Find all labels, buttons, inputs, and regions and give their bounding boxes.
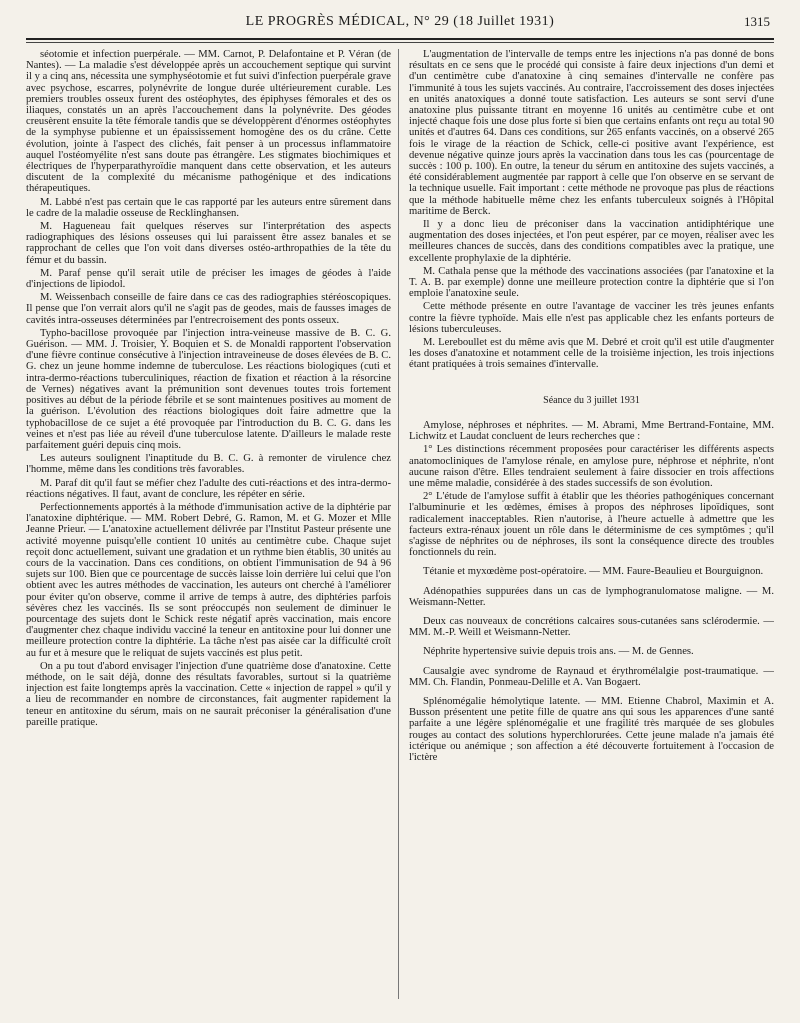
article-paragraph: Tétanie et myxœdème post-opératoire. — MM. Faure-Beaulieu et Bourguignon.	[423, 566, 764, 578]
paragraph: M. Paraf dit qu'il faut se méfier chez l'adulte des cuti-réactions et des intra-dermo-réactions négatives. Il faut, avant de conclure, les répéter en série.	[26, 477, 391, 500]
article-paragraph: Amylose, néphroses et néphrites. — M. Abrami, Mme Bertrand-Fontaine, MM. Lichwitz et Laudat concluent de leurs recherches que :	[409, 419, 774, 443]
paragraph: M. Cathala pense que la méthode des vaccinations associées (par l'anatoxine et la T. A. B. par exemple) donne une meilleure protection contre la diphtérie que si l'on emploie l'anatoxine seule.	[409, 265, 774, 300]
header-rule	[26, 38, 774, 43]
paragraph: 2° L'étude de l'amylose suffit à établir que les théories pathogéniques concernant l'albuminurie et les œdèmes, émises à propos des néphroses lipoïdiques, sont radicalement inacceptables. Rien n'autorise, à l'heure actuelle à admettre que les facteurs extra-rénaux jouent un rôle dans le déterminisme de ces symptômes ; qu'il s'agisse de néphrites ou de néphroses, ils sont la conséquence directe des troubles fonctionnels du rein.	[409, 491, 774, 559]
paragraph: Les auteurs soulignent l'inaptitude du B. C. G. à remonter de virulence chez l'homme, même dans les conditions très favorables.	[26, 453, 391, 476]
session-date: Séance du 3 juillet 1931	[543, 394, 640, 406]
paragraph: Il y a donc lieu de préconiser dans la vaccination antidiphtérique une augmentation des doses injectées, et l'on peut espérer, par ce moyen, réaliser avec les meilleures chances de succès, dans des conditions compatibles avec la pratique, une excellente prophylaxie de la diphtérie.	[409, 219, 774, 264]
paragraph: 1° Les distinctions récemment proposées pour caractériser les différents aspects anatomocliniques de l'amylose rénale, en amylose pure, néphrose et néphrite, n'ont aucune raison d'être. Elles tendraient seulement à faire dissocier en trois affections une même maladie, considérée à des stades successifs de son évolution.	[409, 444, 774, 489]
article-paragraph: Typho-bacillose provoquée par l'injection intra-veineuse massive de B. C. G. Guérison. — MM. J. Troisier, Y. Boquien et S. de Monaldi rapportent l'observation d'une fièvre continue consécutive à l'injection intraveineuse de doses élevées de B. C. G. chez un jeune homme indemne de tuberculose. Les réactions biologiques (cuti et intra-dermo-réactions tuberculiniques, réaction de fixation et réaction à la résorcine de Vernes) négatives avant la prémunition sont devenues toutes trois fortement positives au début de la période fébrile et se sont maintenues positives au moment de la guérison. L'évolution des réactions biologiques doit faire admettre que la typhobacillose de ce sujet a été provoquée par l'introduction du B. C. G. dans les veines et n'est pas liée au réveil d'une tuberculose latente. D'ailleurs le malade reste parfaitement guéri depuis cinq mois.	[26, 327, 391, 451]
article-paragraph: Causalgie avec syndrome de Raynaud et érythromélalgie post-traumatique. — MM. Ch. Flandin, Ponmeau-Delille et A. Van Bogaert.	[409, 665, 774, 688]
article-paragraph: Splénomégalie hémolytique latente. — MM. Etienne Chabrol, Maximin et A. Busson présentent une petite fille de quatre ans qui sous les apparences d'une santé parfaite a une légère splénomégalie et une fragilité très marquée de ses globules rouges au contact des solutions hyperchlorurées. Cette jeune malade n'a jamais été ictérique ou anémique ; son affection a été découverte fortuitement à l'occasion de l'ictère	[409, 695, 774, 763]
column-divider	[398, 49, 399, 999]
paragraph: M. Labbé n'est pas certain que le cas rapporté par les auteurs entre sûrement dans le cadre de la maladie osseuse de Recklinghansen.	[26, 196, 391, 219]
paragraph: Cette méthode présente en outre l'avantage de vacciner les très jeunes enfants contre la fièvre typhoïde. Mais elle n'est pas applicable chez les enfants porteurs de lésions tuberculeuses.	[409, 301, 774, 335]
paragraph: séotomie et infection puerpérale. — MM. Carnot, P. Delafontaine et P. Véran (de Nantes). — La maladie s'est développée après un accouchement septique qui survint il y a cinq ans, nécessita une symphyséotomie et fut suivi d'infection puerpérale grave avec psychose, escarres, polynévrite de longue durée ultérieurement curable. Les premiers troubles osseux furent des ostéophytes, des épiphyses fémorales et des os iliaques, constatés un an après l'accouchement dans la polynévrite. Des géodes creusèrent ensuite la tête fémorale tandis que se développèrent d'énormes ostéophytes de la symphyse pubienne et un épaississement homogène des os du crâne. Cette évolution, jointe à l'aspect des clichés, fait penser à un processus inflammatoire auquel l'ostéomyélite n'est sans doute pas étrangère. Les stigmates biochimiques et électriques de l'hyperparathyroïdie manquent dans cette observation, et les auteurs discutent de la complexité du mécanisme pathogénique et des indications thérapeutiques.	[26, 49, 391, 195]
article-paragraph: Perfectionnements apportés à la méthode d'immunisation active de la diphtérie par l'anatoxine diphtérique. — MM. Robert Debré, G. Ramon, M. et G. Mozer et Mlle Jeanne Prieur. — L'anatoxine actuellement délivrée par l'Institut Pasteur présente une activité moyenne puisqu'elle contient 10 unités au centimètre cube. Chaque sujet reçoit donc actuellement, suivant une gradation et un rythme bien établis, 30 unités au cours de la vaccination. Dans ces conditions, on obtient l'immunisation de 94 à 96 sujets sur 100. Bien que ce pourcentage de succès laisse loin derrière lui celui que l'on obtient avec les autres méthodes de vaccination, les auteurs ont cherché à l'améliorer pour éviter qu'on observe, comme il arrive de temps à autre, des diphtéries parfois sévères chez les vaccinés. Ils se sont préoccupés non seulement de diminuer le pourcentage des sujets dont le Schick reste négatif après vaccination, mais encore d'augmenter chez chaque individu vacciné la teneur en antitoxine pour lui donner une meilleure protection contre la diphtérie. La tâche n'est pas aisée car la difficulté croît au fur et à mesure que le reliquat de sujets vaccinés est plus petit.	[26, 501, 391, 659]
article-paragraph: Néphrite hypertensive suivie depuis trois ans. — M. de Gennes.	[423, 646, 694, 658]
running-header	[26, 10, 774, 32]
paragraph: M. Lereboullet est du même avis que M. Debré et croit qu'il est utile d'augmenter les doses d'anatoxine et notamment celle de la troisième injection, les trois injections étant pratiquées à trois semaines d'intervalle.	[409, 337, 774, 371]
page-number: 1315	[744, 14, 770, 29]
article-paragraph: Adénopathies suppurées dans un cas de lymphogranulomatose maligne. — M. Weismann-Netter.	[409, 585, 774, 608]
paragraph: On a pu tout d'abord envisager l'injection d'une quatrième dose d'anatoxine. Cette méthode, on le sait déjà, donne des résultats favorables, surtout si la quatrième injection est faite longtemps après la vaccination. Cette « injection de rappel » qu'il y a lieu de recommander en nombre de circonstances, fait augmenter rapidement la teneur en antitoxine du sérum, mais on ne saurait préconiser la généralisation d'une pareille pratique.	[26, 660, 391, 728]
left-column	[26, 49, 391, 1019]
paragraph: M. Weissenbach conseille de faire dans ce cas des radiographies stéréoscopiques. Il pense que l'on verrait alors qu'il ne s'agit pas de geodes, mais de fausses images de cavités intra-osseuses déterminées par l'entrecroisement des ponts osseux.	[26, 292, 391, 326]
article-paragraph: Deux cas nouveaux de concrétions calcaires sous-cutanées sans sclérodermie. — MM. M.-P. Weill et Weismann-Netter.	[409, 615, 774, 639]
two-column-body	[26, 49, 774, 1019]
paragraph: M. Paraf pense qu'il serait utile de préciser les images de géodes à l'aide d'injections de lipiodol.	[26, 267, 391, 291]
right-column	[409, 49, 774, 1019]
paragraph: M. Hagueneau fait quelques réserves sur l'interprétation des aspects radiographiques des lésions osseuses qui lui paraissent être assez banales et se rapprochant de celles que l'on voit dans diverses ostéo-arthropathies de la tête du fémur et du bassin.	[26, 221, 391, 266]
journal-title: LE PROGRÈS MÉDICAL, N° 29 (18 Juillet 1931)	[245, 14, 555, 29]
paragraph: L'augmentation de l'intervalle de temps entre les injections n'a pas donné de bons résultats en ce sens que le procédé qui consiste à faire deux injections d'un demi et d'un centimètre cube d'anatoxine à cinq semaines d'intervalle ne confère pas l'immunité à tous les sujets vaccinés. Au contraire, l'accroissement des doses injectées en unités anatoxiques a donné toute satisfaction. Les auteurs se sont servi d'une anatoxine plus puissante titrant en moyenne 16 unités au centimètre cube et ont injecté chaque fois une dose plus forte si bien que certains enfants ont reçu au total 90 unités et d'autres 64. Dans ces conditions, sur 265 enfants vaccinés, on a observé 265 fois le virage de la réaction de Schick, celle-ci positive avant l'expérience, est devenue négative quinze jours après la vaccination dans tous les cas (pourcentage de succès : 100 p. 100). En outre, la teneur du sérum en antitoxine des sujets vaccinés, a été considérablement augmentée par rapport à celle que l'on observe en se servant de la technique usuelle. Fait important : cette méthode ne provoque pas plus de réactions que la méthode habituelle même chez les enfants tuberculeux soignés à l'Hôpital maritime de Berck.	[409, 49, 774, 217]
